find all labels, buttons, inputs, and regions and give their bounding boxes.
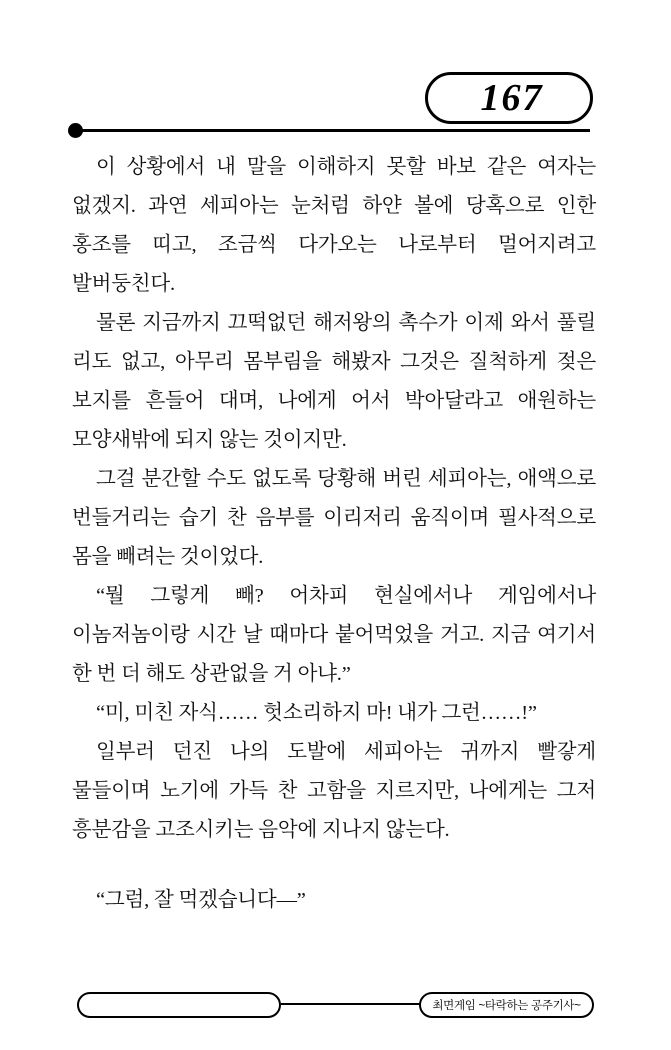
paragraph: “그럼, 잘 먹겠습니다―” <box>96 889 306 911</box>
header-divider <box>76 129 590 132</box>
page-header <box>0 72 671 142</box>
footer-title: 최면게임 ~타락하는 공주기사~ <box>432 1000 581 1012</box>
page-number-badge <box>425 72 593 124</box>
page-number: 167 <box>480 77 544 119</box>
paragraph: “미, 미친 자식…… 헛소리하지 마! 내가 그런……!” <box>96 702 537 724</box>
footer-divider <box>281 1003 420 1005</box>
footer-title-badge <box>419 992 594 1018</box>
paragraph: “뭘 그렇게 빼? 어차피 현실에서나 게임에서나 이놈저놈이랑 시간 날 때마다 붙어먹었을 거고. 지금 여기서 한 번 더 해도 상관없을 거 아냐.” <box>72 585 596 685</box>
paragraph: 물론 지금까지 끄떡없던 해저왕의 촉수가 이제 와서 풀릴 리도 없고, 아무리 몸부림을 해봤자 그것은 질척하게 젖은 보지를 흔들어 대며, 나에게 어서 박아달라고 애원하는 모양새밖에 되지 않는 것이지만. <box>72 312 596 451</box>
footer-left-ornament <box>77 992 281 1018</box>
page-footer <box>0 988 671 1022</box>
paragraph: 이 상황에서 내 말을 이해하지 못할 바보 같은 여자는 없겠지. 과연 세피아는 눈처럼 하얀 볼에 당혹으로 인한 홍조를 띠고, 조금씩 다가오는 나로부터 멀어지려고 발버둥친다. <box>72 156 596 295</box>
body-text <box>72 148 596 920</box>
paragraph: 일부러 던진 나의 도발에 세피아는 귀까지 빨갛게 물들이며 노기에 가득 찬 고함을 지르지만, 나에게는 그저 흥분감을 고조시키는 음악에 지나지 않는다. <box>72 741 596 841</box>
paragraph: 그걸 분간할 수도 없도록 당황해 버린 세피아는, 애액으로 번들거리는 습기 찬 음부를 이리저리 움직이며 필사적으로 몸을 빼려는 것이었다. <box>72 468 596 568</box>
